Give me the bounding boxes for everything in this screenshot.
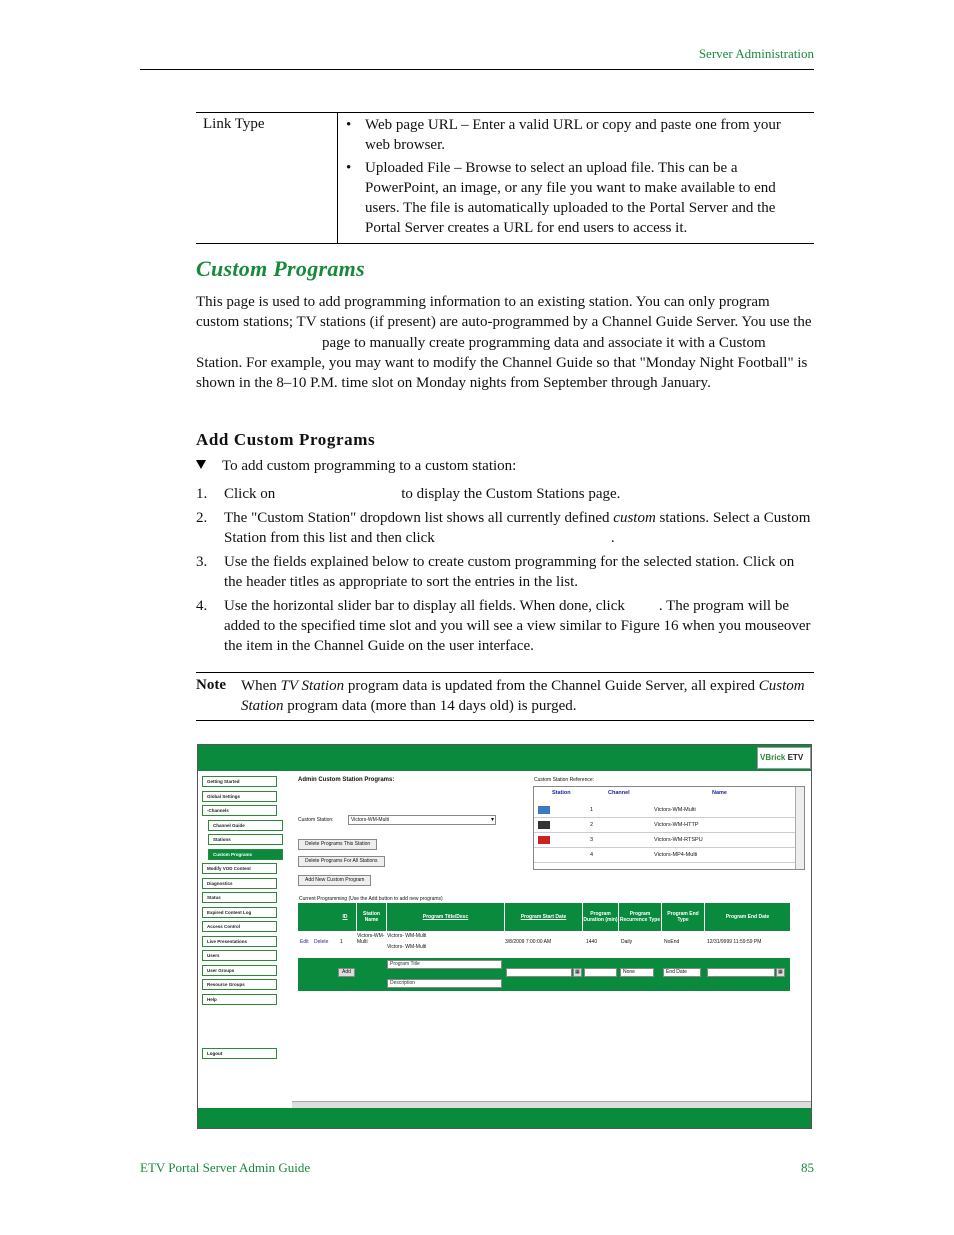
row-desc: Victors- WM-Multi (387, 944, 427, 950)
step-number: 1. (196, 486, 208, 502)
link-type-label: Link Type (203, 116, 265, 132)
station-icon (538, 851, 550, 859)
col-start-date[interactable]: Program Start Date (505, 903, 583, 931)
end-date-input[interactable] (707, 968, 775, 977)
station-icon (538, 821, 550, 829)
horizontal-scrollbar[interactable] (292, 1101, 812, 1108)
table-row (534, 848, 796, 863)
row-duration: 1440 (586, 939, 598, 945)
figure-screenshot (197, 744, 812, 1129)
note-bottom-rule (196, 720, 814, 721)
note-top-rule (196, 672, 814, 673)
step-1 (196, 484, 814, 504)
note-emphasis: TV Station (280, 678, 345, 694)
sidebar-item[interactable]: Help (202, 994, 277, 1005)
row-title: Victors- WM-Multi (387, 933, 427, 939)
logout-button[interactable]: Logout (202, 1048, 277, 1059)
recurrence-select[interactable]: None (620, 968, 654, 977)
header-rule (140, 69, 814, 70)
ref-name: Victors-WM-Multi (654, 807, 696, 813)
sidebar-item[interactable]: Modify VOD Content (202, 863, 277, 874)
note-emphasis: Custom Station (241, 678, 805, 714)
col-station-name[interactable]: Station Name (357, 903, 387, 931)
step-number: 4. (196, 598, 208, 614)
note-part: When (241, 678, 277, 694)
col-end-date[interactable]: Program End Date (725, 914, 770, 920)
page-number: 85 (801, 1160, 814, 1175)
delete-link[interactable]: Delete (314, 939, 329, 945)
delete-all-programs-button[interactable]: Delete Programs For All Stations (298, 856, 385, 867)
row-recurrence: Daily (621, 939, 633, 945)
sidebar-item[interactable]: Channel Guide (208, 820, 283, 831)
custom-station-label: Custom Station: (298, 817, 334, 823)
step-text: stations. Select a Custom Station from this list and then click (224, 510, 811, 546)
bullet-web-url: • Web page URL – Enter a valid URL or copy and paste one from your web browser. (346, 115, 806, 155)
delete-station-programs-button[interactable]: Delete Programs This Station (298, 839, 377, 850)
ref-header-name[interactable]: Name (712, 790, 727, 796)
ref-name: Victors-WM-RTSPU (654, 837, 703, 843)
note-label: Note (196, 677, 226, 693)
sidebar-item[interactable]: Expired Content Log (202, 907, 277, 918)
col-title[interactable]: Program Title/Desc (387, 903, 505, 931)
intro-text-2: page to manually create programming data and associate it with a Custom Station. For example, you may want to modify the Channel Guide so that "Monday Night Football" is shown in the 8–10 P.M. time slot on Monday nights from September through January. (196, 334, 808, 392)
col-id[interactable]: ID (334, 903, 357, 931)
sidebar-item[interactable]: Resource Groups (202, 979, 277, 990)
section-title: Custom Programs (196, 256, 365, 281)
ref-header-channel[interactable]: Channel (608, 790, 630, 796)
row-station: Victors-WM-Multi (357, 933, 385, 945)
col-end-type[interactable]: Program End Type (662, 903, 705, 931)
station-icon (538, 806, 550, 814)
custom-station-select[interactable]: Victors-WM-Multi ▾ (348, 815, 496, 825)
edit-link[interactable]: Edit (300, 939, 309, 945)
step-2 (196, 508, 814, 548)
start-date-input[interactable] (506, 968, 572, 977)
step-number: 3. (196, 554, 208, 570)
task-line (196, 458, 516, 475)
col-recurrence[interactable]: Program Recurrence Type (619, 903, 662, 931)
link-type-bullets (346, 115, 806, 241)
ref-channel: 2 (590, 822, 594, 828)
sidebar-item[interactable]: Status (202, 892, 277, 903)
app-bottom-bar (198, 1108, 812, 1129)
ref-name: Victors-MP4-Multi (654, 852, 698, 858)
step-4 (196, 596, 814, 656)
step-text: Use the horizontal slider bar to display all fields. When done, click (224, 598, 625, 614)
col-duration[interactable]: Program Duration (min) (583, 903, 619, 931)
row-id: 1 (340, 939, 343, 945)
add-button[interactable]: Add (338, 968, 355, 977)
logo-sub: ETV (787, 753, 804, 762)
step-number: 2. (196, 510, 208, 526)
step-text: Click on (224, 486, 276, 502)
duration-input[interactable] (584, 968, 617, 977)
add-new-program-button[interactable]: Add New Custom Program (298, 875, 371, 886)
bullet-uploaded-file: • Uploaded File – Browse to select an upload file. This can be a PowerPoint, an image, or any file you want to make available to end users. The file is automatically uploaded to the Portal Server and the Portal Server creates a URL for end users to access it. (346, 158, 806, 238)
table-row (298, 931, 790, 953)
intro-text-1: This page is used to add programming information to an existing station. You can only program custom stations; TV stations (if present) are auto-programmed by a Channel Guide Server. You use the (196, 294, 812, 331)
add-row (298, 958, 790, 991)
step-3 (196, 552, 814, 592)
table-row (534, 833, 796, 848)
program-title-input[interactable]: Program Title (387, 960, 502, 969)
steps-list (196, 484, 814, 660)
sidebar-item[interactable]: Global Settings (202, 791, 277, 802)
vbrick-logo (757, 747, 811, 769)
ref-name: Victors-WM-HTTP (654, 822, 699, 828)
row-end-date: 12/31/9999 11:59:59 PM (707, 939, 762, 945)
ref-channel: 4 (590, 852, 594, 858)
sidebar-item[interactable]: Access Control (202, 921, 277, 932)
running-header: Server Administration (698, 46, 814, 61)
sidebar-item[interactable]: Custom Programs (208, 849, 283, 860)
reference-scrollbar[interactable] (795, 787, 804, 869)
sidebar-item[interactable]: -Channels (202, 805, 277, 816)
reference-header (534, 790, 796, 801)
note-text (241, 677, 814, 716)
footer-title: ETV Portal Server Admin Guide (140, 1160, 311, 1175)
sidebar-item[interactable]: Diagnostics (202, 878, 277, 889)
page-heading: Admin Custom Station Programs: (298, 777, 395, 783)
sidebar-item[interactable]: User Groups (202, 965, 277, 976)
row-start: 3/8/2009 7:00:00 AM (505, 939, 552, 945)
subsection-title: Add Custom Programs (196, 430, 376, 449)
current-programming-label: Current Programming (Use the Add button to add new programs) (299, 896, 443, 902)
end-type-select[interactable]: End Date (663, 968, 701, 977)
task-triangle-icon (196, 460, 206, 469)
note-part: program data (more than 14 days old) is purged. (287, 697, 577, 714)
station-reference-label: Custom Station Reference: (534, 777, 595, 783)
station-reference-table (533, 786, 805, 870)
table-top-rule (196, 112, 814, 113)
table-row (534, 818, 796, 833)
step-text: . The program will be added to the specified time slot and you will see a view similar to Figure 16 when you mouseover the item in the Channel Guide on the user interface. (224, 598, 811, 654)
ref-header-station[interactable]: Station (552, 790, 571, 796)
note-part: program data is updated from the Channel Guide Server, all expired (347, 678, 756, 694)
calendar-icon[interactable]: ▦ (575, 969, 580, 975)
description-input[interactable]: Description (387, 979, 502, 988)
logo-text: VBrick (760, 753, 786, 762)
ref-channel: 3 (590, 837, 594, 843)
table-bottom-rule (196, 243, 814, 244)
app-top-bar (198, 745, 812, 771)
step-text: to display the Custom Stations page. (401, 486, 621, 502)
calendar-icon[interactable]: ▦ (778, 969, 783, 975)
step-emphasis: custom (613, 510, 656, 526)
row-end-type: NoEnd (664, 939, 680, 945)
step-text: . (610, 530, 615, 546)
sidebar-item[interactable]: Getting Started (202, 776, 277, 787)
station-icon (538, 836, 550, 844)
step-text: Use the fields explained below to create custom programming for the selected station. Click on the header titles as appropriate to sort the entries in the list. (224, 554, 795, 590)
table-row (534, 803, 796, 818)
sidebar-item[interactable]: Users (202, 950, 277, 961)
intro-paragraph (196, 292, 814, 393)
ref-channel: 1 (590, 807, 594, 813)
grid-header (298, 903, 790, 931)
task-text: To add custom programming to a custom station: (222, 458, 517, 474)
sidebar-item[interactable]: Live Presentations (202, 936, 277, 947)
sidebar-item[interactable]: Stations (208, 834, 283, 845)
step-text: The "Custom Station" dropdown list shows all currently defined (224, 510, 610, 526)
table-divider (337, 112, 338, 243)
